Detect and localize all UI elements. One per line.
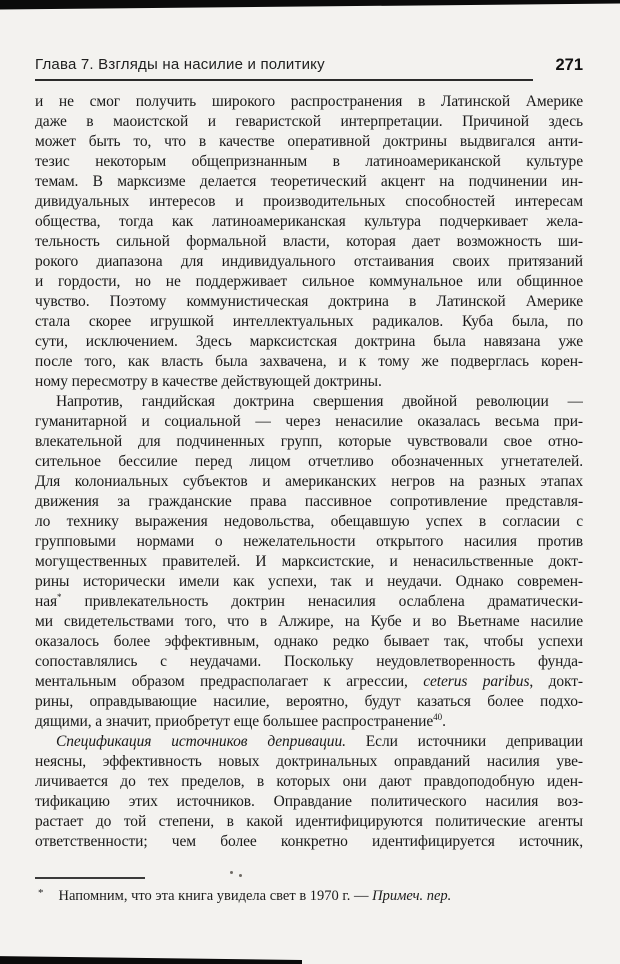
text-line: дивидуальных интересов и производительных способностей интересам: [35, 193, 583, 210]
running-title-underline: [35, 56, 533, 81]
text-line: чувство. Поэтому коммунистическая доктрина в Латинской Америке: [35, 293, 583, 310]
text-line: может быть то, что в качестве оперативной доктрины выдвигался анти-: [35, 133, 583, 150]
text-line: ному пересмотру в качестве действующей доктрины.: [35, 373, 382, 390]
text-line: даже в маоистской и геваристской интерпретации. Причиной здесь: [35, 113, 583, 130]
text-line: ная* привлекательность доктрин ненасилия ослаблена драматически-: [35, 592, 583, 610]
scan-artifact-dot: [230, 871, 233, 874]
text-line: ми свидетельствами того, что в Алжире, на Кубе и во Вьетнаме насилие: [35, 613, 583, 630]
footnote-text: Напомним, что эта книга увидела свет в 1970 г. — Примеч. пер.: [58, 888, 452, 904]
text-line: тификацию этих источников. Оправдание политического насилия воз-: [35, 793, 583, 810]
scan-edge-bottom: [0, 955, 302, 964]
text-line: рокого диапазона для индивидуального отстаивания своих притязаний: [35, 253, 583, 270]
text-line: Напротив, гандийская доктрина свершения двойной революции —: [56, 393, 583, 410]
text-line: ответственности; чем более конкретно идентифицируется источник,: [35, 833, 583, 850]
text-line: оказалось более эффективным, однако редко бывает так, чтобы успехи: [35, 633, 583, 650]
scan-artifact-dot: [239, 874, 242, 877]
footnote-separator: [35, 877, 145, 879]
text-line: сительное бессилие перед лицом отчетливо обозначенных угнетателей.: [35, 453, 583, 470]
running-title: Глава 7. Взгляды на насилие и политику: [35, 56, 325, 73]
text-line: рины исторически имели как успехи, так и неудачи. Однако современ-: [35, 573, 583, 590]
text-line: могущественных правителей. И марксистские, и ненасильственные докт-: [35, 553, 583, 570]
text-line: неясны, эффективность новых доктринальных оправданий насилия уве-: [35, 753, 583, 770]
text-line: темам. В марксизме делается теоретический акцент на подчинении ин-: [35, 173, 583, 190]
body-text: [35, 92, 583, 852]
text-line: после того, как власть была захвачена, и к тому же подверглась корен-: [35, 353, 583, 370]
text-line: и не смог получить широкого распространения в Латинской Америке: [35, 93, 583, 110]
text-line: движения за гражданские права пассивное сопротивление представля-: [35, 493, 583, 510]
text-line: ло технику выражения недовольства, обещавшую успех в согласии с: [35, 513, 583, 530]
text-line: тезис некоторым общепризнанным в латиноамериканской культуре: [35, 153, 583, 170]
text-line: влекательной для подчиненных групп, которые чувствовали свое отно-: [35, 433, 583, 450]
text-line: Для колониальных субъектов и американских негров на разных этапах: [35, 473, 583, 490]
text-line: гуманитарной и социальной — через ненасилие оказалась весьма при-: [35, 413, 583, 430]
page-header: [35, 56, 583, 82]
text-line: ментальным образом предрасполагает к агрессии, ceterus paribus, докт-: [35, 673, 583, 690]
text-line: стала скорее игрушкой интеллектуальных радикалов. Куба была, по: [35, 313, 583, 330]
page-number: 271: [555, 56, 583, 74]
footnote-marker: *: [38, 887, 44, 899]
text-line: и гордости, но не поддерживает сильное коммунальное или общинное: [35, 273, 583, 290]
text-line: рины, оправдывающие насилие, вероятно, будут казаться более подхо-: [35, 693, 583, 710]
text-line: сути, исключением. Здесь марксистская доктрина была навязана уже: [35, 333, 583, 350]
text-line: тельность сильной формальной власти, которая дает возможность ши-: [35, 233, 583, 250]
footnote: [35, 884, 583, 906]
scan-edge-top: [0, 0, 620, 10]
text-line: групповыми нормами о нежелательности открытого насилия против: [35, 533, 583, 550]
text-line: общества, тогда как латиноамериканская культура подчеркивает жела-: [35, 213, 583, 230]
text-line: личивается до тех пределов, в которых они дают правдоподобную иден-: [35, 773, 583, 790]
text-line: сопоставлялись с неудачами. Поскольку неудовлетворенность фунда-: [35, 653, 583, 670]
text-line: растает до той степени, в какой идентифицируются политические агенты: [35, 813, 583, 830]
text-line: дящими, а значит, приобретут еще большее распространение$^{40}$.: [35, 712, 446, 730]
text-line: Спецификация источников депривации. Если источники депривации: [56, 733, 583, 750]
